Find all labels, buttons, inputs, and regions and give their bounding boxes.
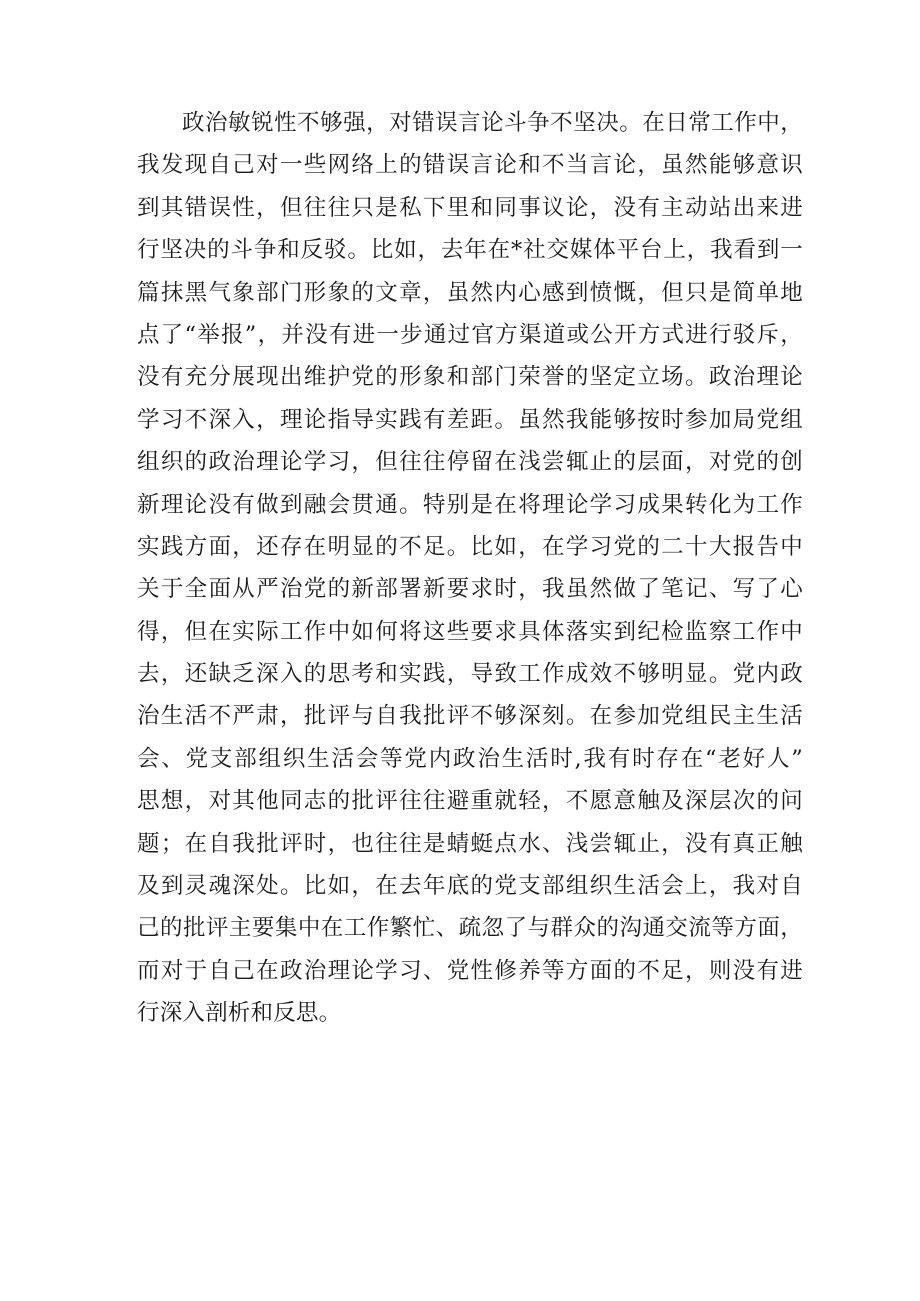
text-line-11: 实践方面，还存在明显的不足。比如，在学习党的二十大报告中 [137,533,803,560]
text-line-5: 篇抹黑气象部门形象的文章，虽然内心感到愤慨，但只是简单地 [137,279,803,306]
text-line-13: 得，但在实际工作中如何将这些要求具体落实到纪检监察工作中 [137,618,803,645]
text-line-17: 思想，对其他同志的批评往往避重就轻，不愿意触及深层次的问 [137,788,803,815]
text-line-14: 去，还缺乏深入的思考和实践，导致工作成效不够明显。党内政 [137,661,803,688]
text-line-3: 到其错误性，但往往只是私下里和同事议论，没有主动站出来进 [137,194,803,221]
text-line-4: 行坚决的斗争和反驳。比如，去年在*社交媒体平台上，我看到一 [137,237,803,264]
text-line-21: 而对于自己在政治理论学习、党性修养等方面的不足，则没有进 [137,957,803,984]
text-line-22: 行深入剖析和反思。 [137,1000,342,1027]
text-line-6: 点了“举报”，并没有进一步通过官方渠道或公开方式进行驳斥， [137,321,803,348]
text-line-12: 关于全面从严治党的新部署新要求时，我虽然做了笔记、写了心 [137,576,803,603]
text-line-7: 没有充分展现出维护党的形象和部门荣誉的坚定立场。政治理论 [137,364,803,391]
text-line-1: 政治敏锐性不够强，对错误言论斗争不坚决。在日常工作中， [182,110,803,136]
text-line-9: 组织的政治理论学习，但往往停留在浅尝辄止的层面，对党的创 [137,449,803,476]
text-line-2: 我发现自己对一些网络上的错误言论和不当言论，虽然能够意识 [137,152,803,179]
text-line-8: 学习不深入，理论指导实践有差距。虽然我能够按时参加局党组 [137,406,803,433]
text-line-10: 新理论没有做到融会贯通。特别是在将理论学习成果转化为工作 [137,491,803,518]
text-line-16: 会、党支部组织生活会等党内政治生活时,我有时存在“老好人” [137,745,803,772]
text-line-15: 治生活不严肃，批评与自我批评不够深刻。在参加党组民主生活 [137,703,803,730]
text-line-20: 己的批评主要集中在工作繁忙、疏忽了与群众的沟通交流等方面， [137,915,803,942]
text-line-19: 及到灵魂深处。比如，在去年底的党支部组织生活会上，我对自 [137,873,803,900]
text-line-18: 题；在自我批评时，也往往是蜻蜓点水、浅尝辄止，没有真正触 [137,830,803,857]
paragraph [137,102,803,1035]
